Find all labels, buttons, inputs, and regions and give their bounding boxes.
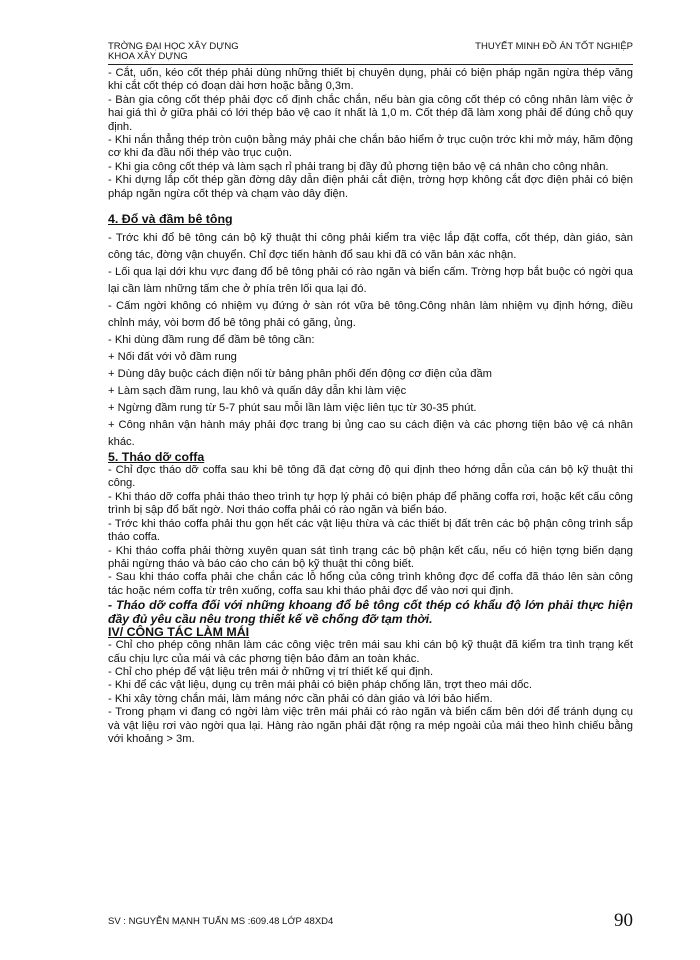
page-footer	[108, 910, 633, 934]
header-right: THUYẾT MINH ĐỒ ÁN TỐT NGHIỆP	[475, 41, 633, 52]
intro-para: - Khi gia công cốt thép và làm sạch rỉ phải trang bị đầy đủ phơng tiện bảo vệ cá nhân cho công nhân.	[108, 160, 609, 173]
section-iv-para: - Khi để các vật liệu, dụng cụ trên mái phải có biện pháp chống lăn, trợt theo mái dốc.	[108, 679, 533, 692]
header-faculty: KHOA XÂY DỰNG	[108, 51, 188, 62]
section-iv-title: IV/ CÔNG TÁC LÀM MÁI	[108, 625, 250, 640]
section-4-para: + Công nhân vận hành máy phải đợc trang bị ủng cao su cách điện và các phơng tiện bảo vệ cá nhân khác.	[108, 419, 633, 449]
section-5-title: 5. Tháo dỡ coffa	[108, 450, 205, 465]
page-number: 90	[614, 910, 633, 931]
page-header	[108, 42, 633, 65]
section-4-para: - Lối qua lại dới khu vực đang đổ bê tông phải có rào ngăn và biển cấm. Trờng hợp bắt buộc có ngời qua lại cần làm những tấm che ở phía trên lối qua lại đó.	[108, 266, 633, 296]
header-left	[108, 42, 239, 62]
intro-para: - Khi dựng lắp cốt thép gần đờng dây dẫn điện phải cắt điện, trờng hợp không cắt đợc điện phải có biện pháp ngăn ngừa cốt thép và chạm vào dây điện.	[108, 174, 633, 200]
section-5-para: - Khi tháo coffa phải thờng xuyên quan sát tình trạng các bộ phận kết cấu, nếu có hiện tợng biến dạng phải ngừng tháo và báo cáo cho cán bộ kỹ thuật thi công biết.	[108, 544, 633, 570]
section-4-para: - Cấm ngời không có nhiệm vụ đứng ở sàn rót vữa bê tông.Công nhân làm nhiệm vụ định hớng, điều chỉnh máy, vòi bơm đổ bê tông phải có găng, ủng.	[108, 300, 633, 330]
section-4-para: + Làm sạch đầm rung, lau khô và quấn dây dẫn khi làm việc	[108, 385, 407, 398]
section-5-para: - Khi tháo dỡ coffa phải tháo theo trình tự hợp lý phải có biện pháp để phăng coffa rơi, hoặc kết cấu công trình bị sập đổ bất ngờ. Nơi tháo coffa phải có rào ngăn và biển báo.	[108, 490, 633, 517]
section-iv-para: - Trong phạm vi đang có ngời làm việc trên mái phải có rào ngăn và biển cấm bên dới để tránh dụng cụ và vật liệu rơi vào ngời qua lại. Hàng rào ngăn phải đặt rộng ra mép ngoài của mái theo hình chiếu bằng với khoảng > 3m.	[108, 706, 633, 745]
section-4-para: + Nối đất với vỏ đầm rung	[108, 351, 237, 364]
section-5-para: - Chỉ đợc tháo dỡ coffa sau khi bê tông đã đạt cờng độ qui định theo hớng dẫn của cán bộ kỹ thuật thi công.	[108, 464, 633, 490]
intro-para: - Bàn gia công cốt thép phải đợc cố định chắc chắn, nếu bàn gia công cốt thép có công nhân làm việc ở hai giá thì ở giữa phải có lới thép bảo vệ cao ít nhất là 1,0 m. Cốt thép đã làm xong phải để đúng chỗ quy định.	[108, 93, 633, 133]
section-5-note: - Tháo dỡ coffa đối với những khoang đổ bê tông cốt thép có khẩu độ lớn phải thực hiện đầy đủ yêu cầu nêu trong thiết kế về chống đỡ tạm thời.	[108, 598, 633, 627]
section-4-para: + Ngừng đầm rung từ 5-7 phút sau mỗi lần làm việc liên tục từ 30-35 phút.	[108, 402, 477, 415]
header-university: TRỜNG ĐẠI HỌC XÂY DỰNG	[108, 41, 239, 52]
footer-student-info: SV : NGUYỄN MẠNH TUẤN MS :609.48 LỚP 48XD4	[108, 916, 334, 927]
section-iv-para: - Khi xây tờng chắn mái, làm máng nớc cần phải có dàn giáo và lới bảo hiểm.	[108, 692, 493, 705]
section-4-para: + Dùng dây buộc cách điện nối từ bảng phân phối đến động cơ điện của đầm	[108, 368, 492, 381]
section-4-para: - Trớc khi đổ bê tông cán bộ kỹ thuật thi công phải kiểm tra việc lắp đặt coffa, cốt thép, dàn giáo, sàn công tác, đờng vận chuyển. Chỉ đợc tiến hành đổ sau khi đã có văn bản xác nhận.	[108, 232, 633, 262]
section-4-para: - Khi dùng đầm rung để đầm bê tông cần:	[108, 334, 315, 347]
section-5-para: - Sau khi tháo coffa phải che chắn các lỗ hổng của công trình không đợc để coffa đã tháo lên sàn công tác hoặc ném coffa từ trên xuống, coffa sau khi tháo phải đợc để vào nơi qui định.	[108, 571, 633, 597]
page-content	[108, 67, 633, 746]
section-4-title: 4. Đổ và đầm bê tông	[108, 212, 233, 227]
section-5-para: - Trớc khi tháo coffa phải thu gọn hết các vật liệu thừa và các thiết bị đất trên các bộ phận công trình sắp tháo coffa.	[108, 517, 633, 544]
section-iv-para: - Chỉ cho phép công nhân làm các công việc trên mái sau khi cán bộ kỹ thuật đã kiểm tra tình trạng kết cấu chịu lực của mái và các phơng tiện bảo đảm an toàn khác.	[108, 639, 633, 665]
section-iv-para: - Chỉ cho phép để vật liệu trên mái ở những vị trí thiết kế qui định.	[108, 665, 434, 678]
intro-para: - Cắt, uốn, kéo cốt thép phải dùng những thiết bị chuyên dụng, phải có biện pháp ngăn ngừa thép văng khi cắt cốt thép có đoạn dài hơn hoặc bằng 0,3m.	[108, 67, 633, 93]
intro-para: - Khi nắn thẳng thép tròn cuộn bằng máy phải che chắn bảo hiểm ở trục cuộn trớc khi mở máy, hãm động cơ khi đa đầu nối thép vào trục cuộn.	[108, 134, 633, 160]
